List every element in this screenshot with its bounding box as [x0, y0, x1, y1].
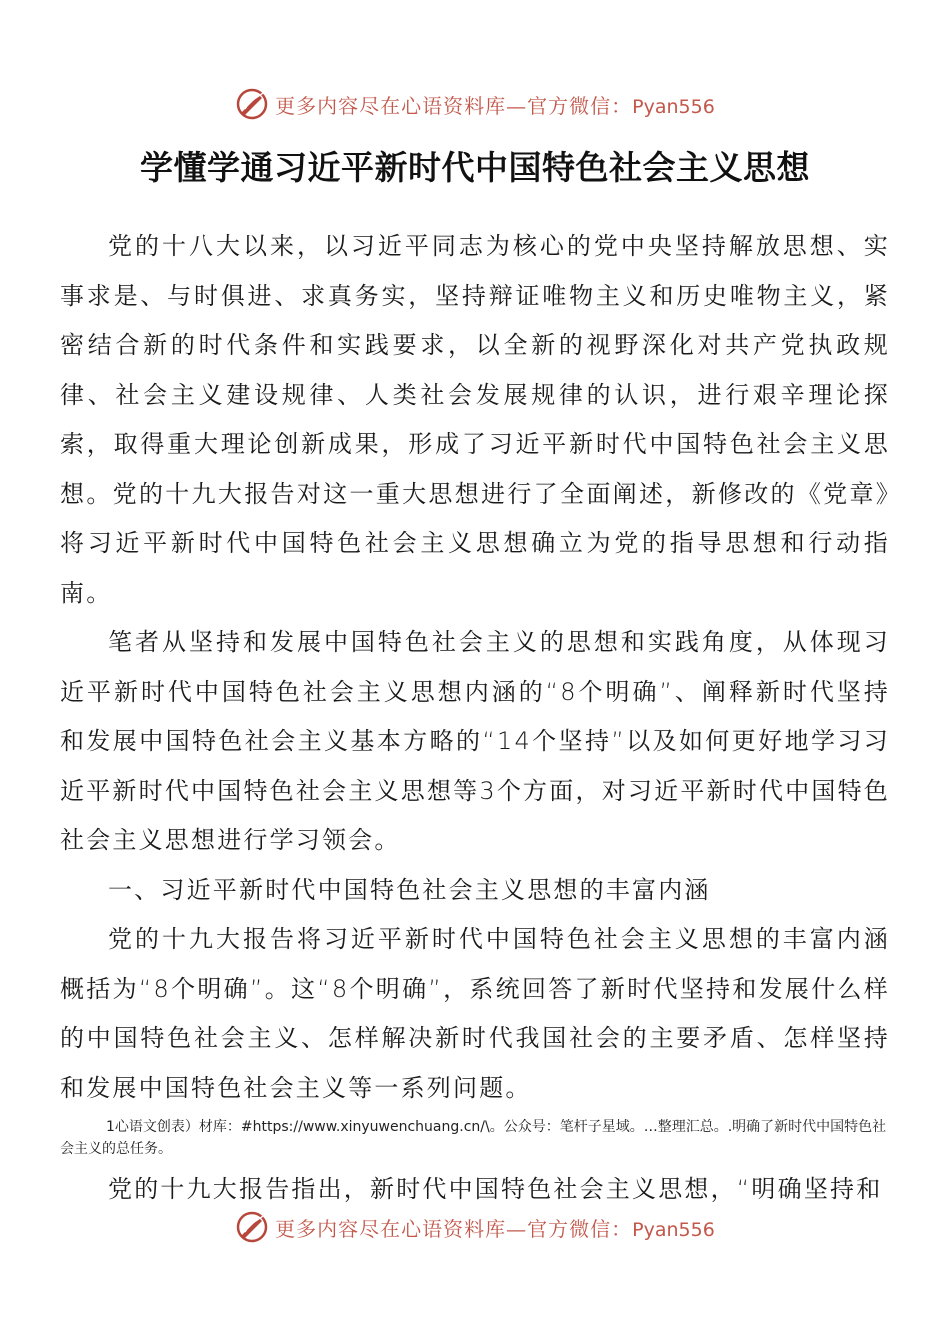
footnote: 1心语文创表）材库：#https://www.xinyuwenchuang.cn/\。公众号：笔杆子星域。…整理汇总。.明确了新时代中国特色社会主义的总任务。 [60, 1119, 887, 1157]
banner-text: 更多内容尽在心语资料库—官方微信：Pyan556 [275, 1216, 715, 1241]
paragraph-intro: 党的十八大以来，以习近平同志为核心的党中央坚持解放思想、实事求是、与时俱进、求真务实，坚持辩证唯物主义和历史唯物主义，紧密结合新的时代条件和实践要求，以全新的视野深化对共产党执政规律、社会主义建设规律、人类社会发展规律的认识，进行艰辛理论探索，取得重大理论创新成果，形成了习近平新时代中国特色社会主义思想。党的十九大报告对这一重大思想进行了全面阐述，新修改的《党章》将习近平新时代中国特色社会主义思想确立为党的指导思想和行动指南。 [60, 232, 890, 607]
pen-logo-icon [235, 87, 269, 121]
paragraph-8-clarifications: 党的十九大报告将习近平新时代中国特色社会主义思想的丰富内涵概括为“8个明确”。这“8个明确”，系统回答了新时代坚持和发展什么样的中国特色社会主义、怎样解决新时代我国社会的主要矛盾、怎样坚持和发展中国特色社会主义等一系列问题。 [60, 925, 890, 1102]
banner-text: 更多内容尽在心语资料库—官方微信：Pyan556 [275, 93, 715, 118]
section-heading-1: 一、习近平新时代中国特色社会主义思想的丰富内涵 [108, 875, 711, 904]
header-banner [0, 84, 950, 124]
document-body [60, 222, 890, 1215]
document-title: 学懂学通习近平新时代中国特色社会主义思想 [140, 148, 810, 187]
paragraph-author-approach: 笔者从坚持和发展中国特色社会主义的思想和实践角度，从体现习近平新时代中国特色社会主义思想内涵的“8个明确”、阐释新时代坚持和发展中国特色社会主义基本方略的“14个坚持”以及如何更好地学习习近平新时代中国特色社会主义思想等3个方面，对习近平新时代中国特色社会主义思想进行学习领会。 [60, 628, 890, 854]
pen-logo-icon [235, 1210, 269, 1244]
footer-banner [0, 1207, 950, 1247]
paragraph-continued: 党的十九大报告指出，新时代中国特色社会主义思想，“明确坚持和 [108, 1175, 883, 1203]
